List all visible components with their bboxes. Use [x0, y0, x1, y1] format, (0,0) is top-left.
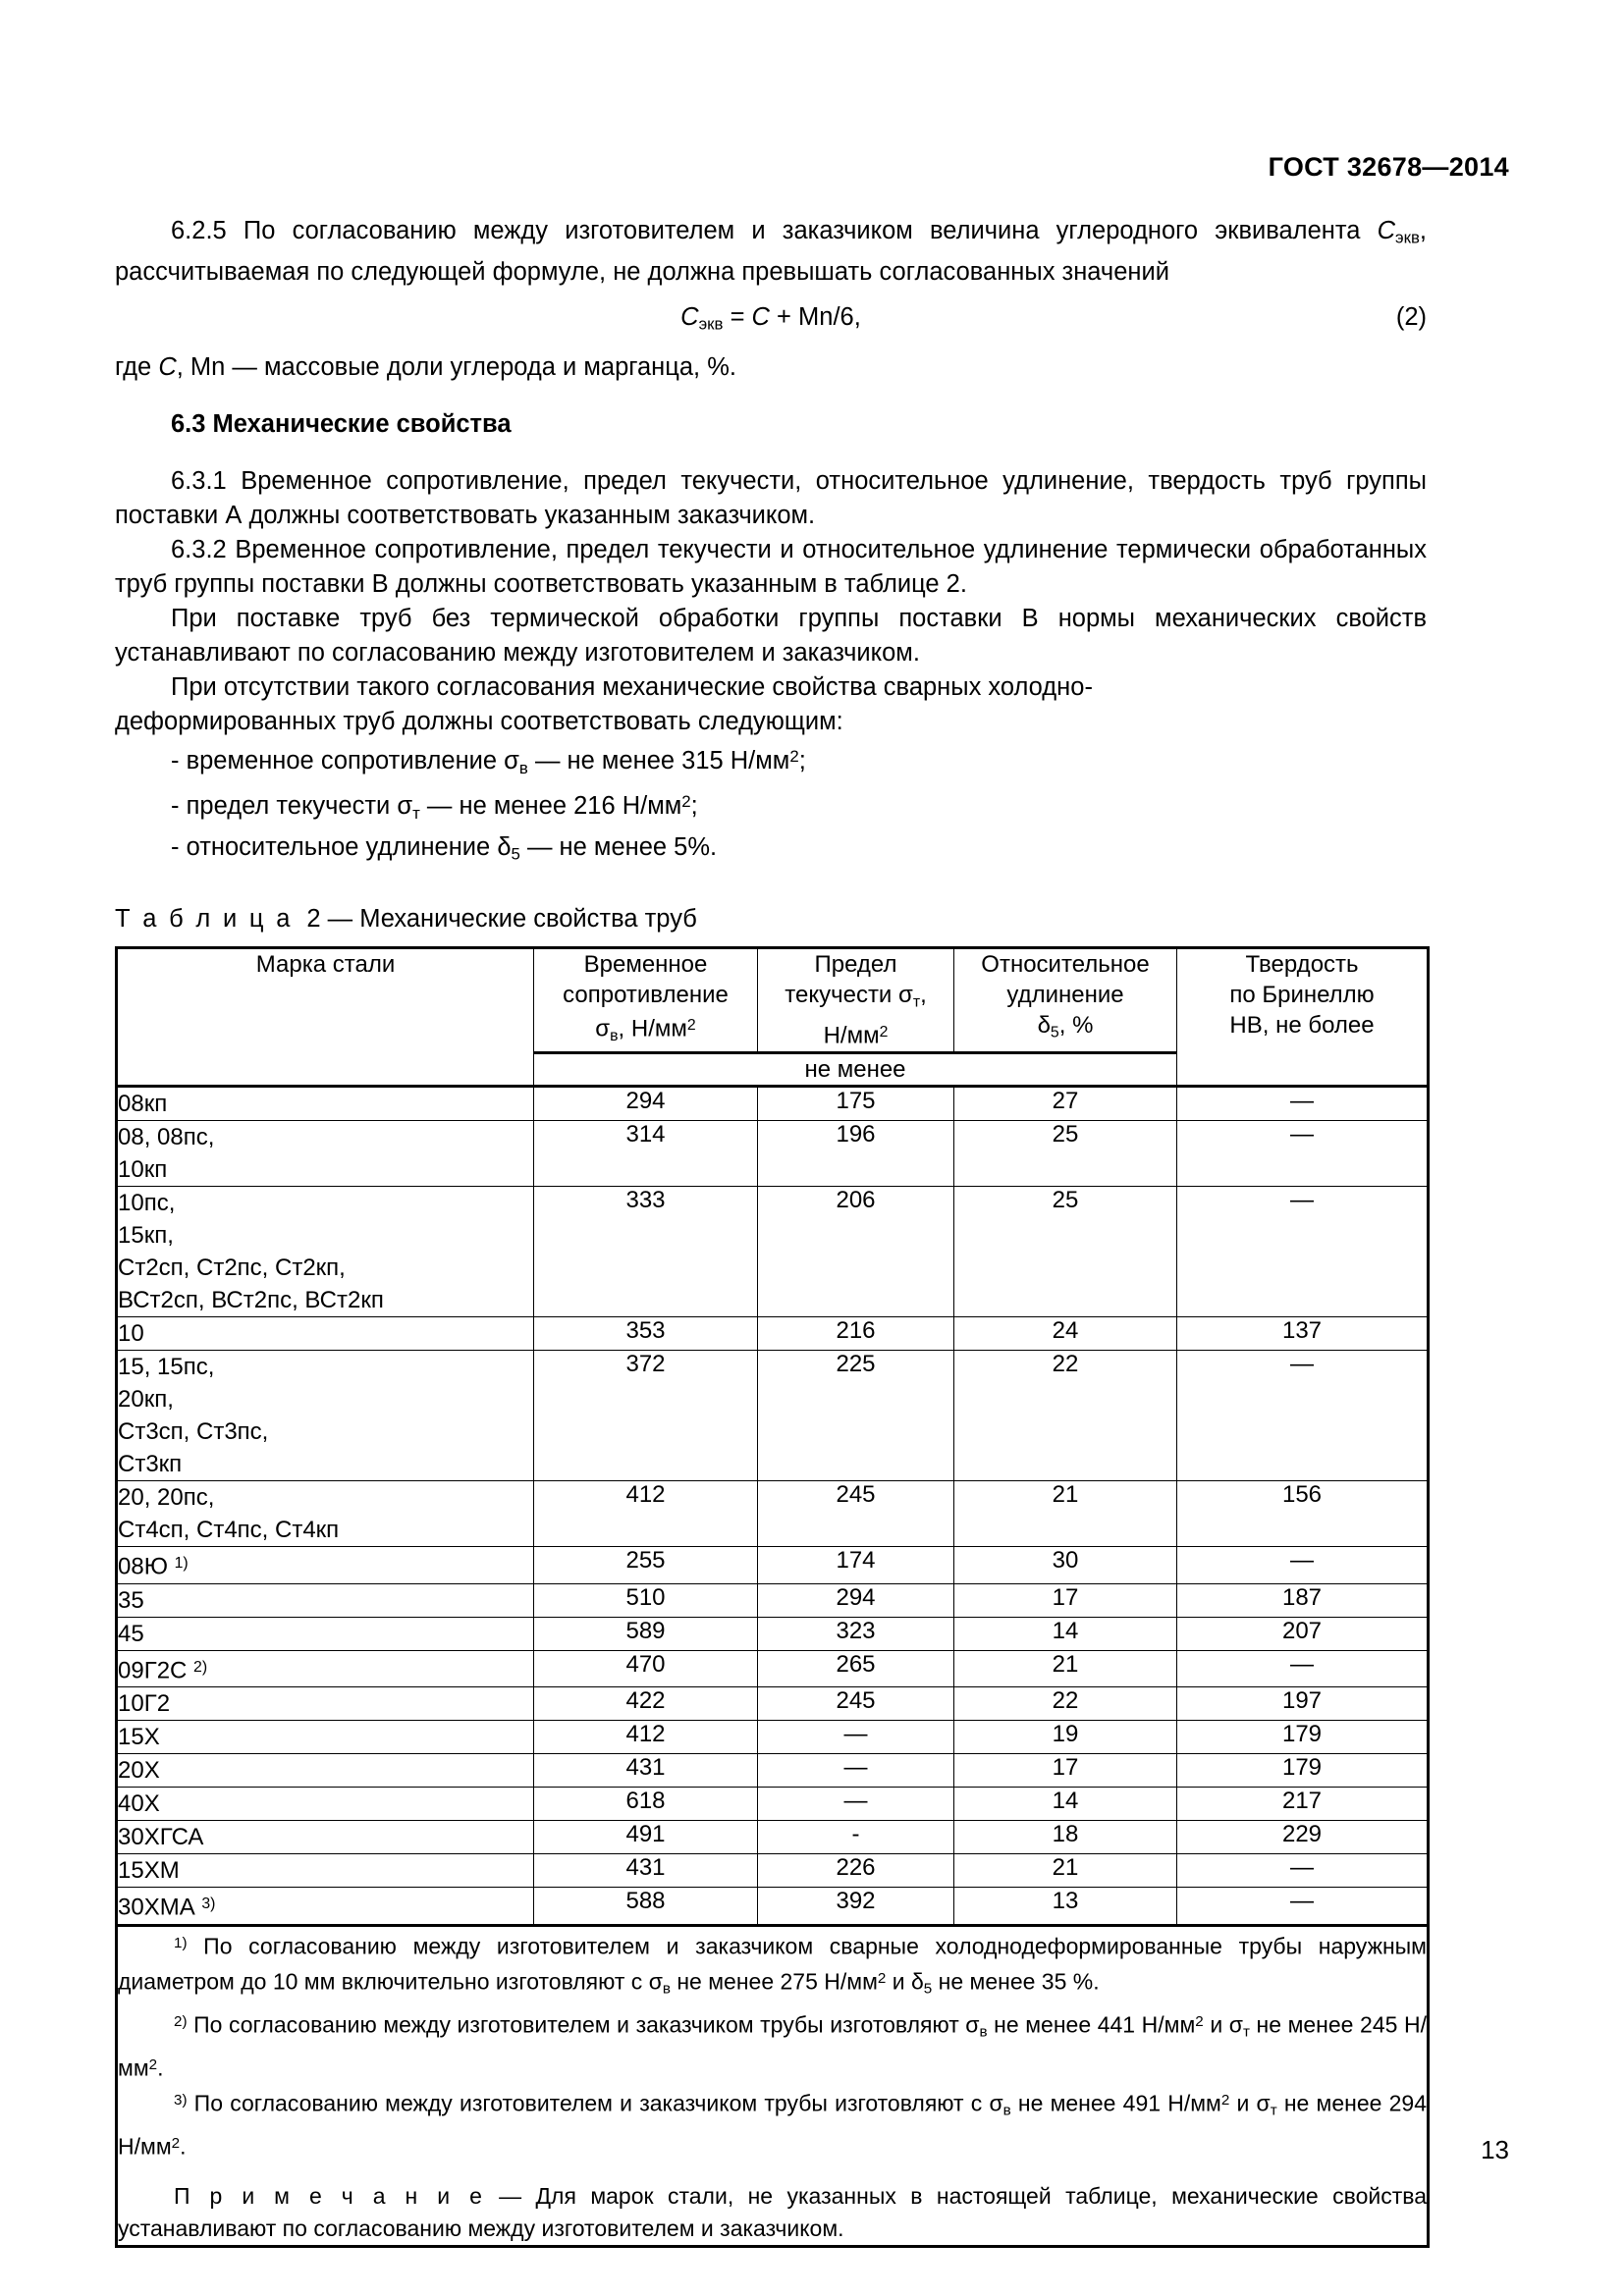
mechanical-properties-table	[115, 946, 1430, 2248]
cell-hardness: 207	[1177, 1617, 1429, 1650]
cell-elongation: 24	[954, 1317, 1177, 1351]
table-row	[117, 1754, 1429, 1788]
cell-elongation: 25	[954, 1121, 1177, 1187]
cell-steel-grade: 20, 20пс, Ст4сп, Ст4пс, Ст4кп	[117, 1481, 534, 1547]
cell-elongation: 25	[954, 1187, 1177, 1317]
table-row	[117, 1721, 1429, 1754]
cell-elongation: 30	[954, 1547, 1177, 1584]
page-number: 13	[1481, 2135, 1509, 2164]
header-subheader-not-less: не менее	[534, 1053, 1177, 1087]
footnote-ref-1: 1)	[174, 1555, 189, 1572]
formula-where-clause: где C, Mn — массовые доли углерода и марганца, %.	[115, 352, 736, 381]
cell-hardness: 229	[1177, 1821, 1429, 1854]
cell-elongation: 17	[954, 1583, 1177, 1617]
cell-yield-strength: —	[758, 1754, 954, 1788]
cell-hardness: —	[1177, 1121, 1429, 1187]
cell-yield-strength: 323	[758, 1617, 954, 1650]
header-steel-grade: Марка стали	[117, 947, 534, 1086]
cell-hardness: —	[1177, 1351, 1429, 1481]
cell-steel-grade: 30ХМА $^{3)}$	[117, 1888, 534, 1926]
cell-elongation: 27	[954, 1087, 1177, 1121]
page-header-standard-number: ГОСТ 32678—2014	[1268, 152, 1509, 182]
cell-steel-grade: 35	[117, 1583, 534, 1617]
cell-elongation: 19	[954, 1721, 1177, 1754]
cell-tensile-strength: 431	[534, 1754, 758, 1788]
footnote-marker-3: 3)	[174, 2091, 188, 2109]
paragraph-6-3-4: При отсутствии такого согласования механические свойства сварных холодно-	[171, 672, 1093, 701]
cell-yield-strength: 245	[758, 1687, 954, 1721]
cell-elongation: 18	[954, 1821, 1177, 1854]
table-caption	[115, 905, 1427, 934]
cell-tensile-strength: 255	[534, 1547, 758, 1584]
table-row	[117, 1821, 1429, 1854]
cell-steel-grade: 15Х	[117, 1721, 534, 1754]
table-row	[117, 1687, 1429, 1721]
cell-tensile-strength: 412	[534, 1721, 758, 1754]
cell-steel-grade: 15ХМ	[117, 1854, 534, 1888]
cell-hardness: —	[1177, 1187, 1429, 1317]
cell-yield-strength: 294	[758, 1583, 954, 1617]
table-note-text: Для марок стали, не указанных в настоящей таблице, механические свойства устанавливают по согласованию между изготовителем и заказчиком.	[118, 2182, 1428, 2241]
cell-elongation: 22	[954, 1687, 1177, 1721]
cell-elongation: 14	[954, 1788, 1177, 1821]
table-caption-number: 2	[306, 904, 321, 933]
table-caption-dash: —	[327, 904, 353, 933]
table-caption-title: Механические свойства труб	[359, 904, 697, 933]
section-heading-6-3: 6.3 Механические свойства	[171, 409, 512, 438]
cell-tensile-strength: 588	[534, 1888, 758, 1926]
paragraph-6-3-2: 6.3.2 Временное сопротивление, предел текучести и относительное удлинение термически обработанных труб группы поставки В должны соответствовать указанным в таблице 2.	[115, 535, 1427, 598]
cell-steel-grade: 10пс, 15кп, Ст2сп, Ст2пс, Ст2кп, ВСт2сп, ВСт2пс, ВСт2кп	[117, 1187, 534, 1317]
cell-hardness: —	[1177, 1854, 1429, 1888]
table-row	[117, 1087, 1429, 1121]
cell-steel-grade: 20Х	[117, 1754, 534, 1788]
bullet-tensile-strength: - временное сопротивление $\sigma_в$ — не менее 315 $Н/мм^2$;	[171, 746, 806, 777]
page-content	[115, 214, 1427, 2248]
cell-steel-grade: 30ХГСА	[117, 1821, 534, 1854]
cell-tensile-strength: 314	[534, 1121, 758, 1187]
table-row	[117, 1583, 1429, 1617]
footnote-ref-2: 2)	[193, 1658, 208, 1676]
table-footnotes-row	[117, 1925, 1429, 2246]
cell-steel-grade: 08, 08пс, 10кп	[117, 1121, 534, 1187]
cell-hardness: 179	[1177, 1754, 1429, 1788]
footnote-3: $^{3)}$ По согласованию между изготовителем и заказчиком трубы изготовляют с $\sigma_в$ не менее 491 $Н/мм^2$ и $\sigma_т$ не менее 294 $Н/мм^2$.	[118, 2090, 1427, 2159]
cell-hardness: 187	[1177, 1583, 1429, 1617]
table-row	[117, 1617, 1429, 1650]
paragraph-6-3-3: При поставке труб без термической обработки группы поставки В нормы механических свойств устанавливают по согласованию между изготовителем и заказчиком.	[115, 604, 1427, 667]
table-row	[117, 1317, 1429, 1351]
formula-number: (2)	[1395, 302, 1427, 331]
cell-tensile-strength: 431	[534, 1854, 758, 1888]
cell-hardness: —	[1177, 1087, 1429, 1121]
table-footnotes	[117, 1925, 1429, 2246]
cell-yield-strength: 226	[758, 1854, 954, 1888]
header-elongation: Относительное удлинение $\delta_5$, %	[954, 947, 1177, 1052]
cell-steel-grade: 45	[117, 1617, 534, 1650]
header-yield-strength: Предел текучести $\sigma_т$, $Н/мм^2$	[758, 947, 954, 1052]
cell-yield-strength: —	[758, 1788, 954, 1821]
cell-yield-strength: —	[758, 1721, 954, 1754]
footnote-2: $^{2)}$ По согласованию между изготовителем и заказчиком трубы изготовляют $\sigma_в$ не менее 441 $Н/мм^2$ и $\sigma_т$ не менее 245 $Н/мм^2$.	[118, 2011, 1428, 2080]
cell-hardness: —	[1177, 1650, 1429, 1687]
cell-tensile-strength: 372	[534, 1351, 758, 1481]
table-header-row-1	[117, 947, 1429, 1052]
cell-hardness: 179	[1177, 1721, 1429, 1754]
cell-yield-strength: 174	[758, 1547, 954, 1584]
cell-elongation: 14	[954, 1617, 1177, 1650]
cell-tensile-strength: 510	[534, 1583, 758, 1617]
table-row	[117, 1547, 1429, 1584]
cell-tensile-strength: 353	[534, 1317, 758, 1351]
cell-yield-strength: -	[758, 1821, 954, 1854]
cell-tensile-strength: 470	[534, 1650, 758, 1687]
cell-yield-strength: 216	[758, 1317, 954, 1351]
cell-hardness: 217	[1177, 1788, 1429, 1821]
cell-yield-strength: 265	[758, 1650, 954, 1687]
table-row	[117, 1351, 1429, 1481]
table-row	[117, 1788, 1429, 1821]
cell-yield-strength: 245	[758, 1481, 954, 1547]
table-note-label: П р и м е ч а н и е	[174, 2182, 485, 2209]
cell-tensile-strength: 589	[534, 1617, 758, 1650]
cell-steel-grade: 09Г2С $^{2)}$	[117, 1650, 534, 1687]
cell-yield-strength: 175	[758, 1087, 954, 1121]
cell-hardness: 137	[1177, 1317, 1429, 1351]
table-head	[117, 947, 1429, 1086]
cell-steel-grade: 15, 15пс, 20кп, Ст3сп, Ст3пс, Ст3кп	[117, 1351, 534, 1481]
cell-tensile-strength: 294	[534, 1087, 758, 1121]
table-row	[117, 1121, 1429, 1187]
formula-carbon-equivalent: $C_{экв} = C + Mn/6$,	[680, 302, 861, 334]
cell-steel-grade: 08Ю $^{1)}$	[117, 1547, 534, 1584]
header-tensile-strength: Временное сопротивление $\sigma_в$, $Н/мм^2$	[534, 947, 758, 1052]
cell-tensile-strength: 333	[534, 1187, 758, 1317]
cell-hardness: —	[1177, 1547, 1429, 1584]
cell-elongation: 22	[954, 1351, 1177, 1481]
cell-hardness: 197	[1177, 1687, 1429, 1721]
table-body	[117, 1087, 1429, 2247]
cell-hardness: 156	[1177, 1481, 1429, 1547]
header-brinell-hardness: Твердость по Бринеллю НВ, не более	[1177, 947, 1429, 1086]
cell-steel-grade: 10	[117, 1317, 534, 1351]
table-row	[117, 1650, 1429, 1687]
table-note-dash: —	[499, 2182, 522, 2209]
footnote-marker-1: 1)	[174, 1934, 188, 1951]
cell-elongation: 21	[954, 1481, 1177, 1547]
cell-hardness: —	[1177, 1888, 1429, 1926]
footnote-ref-3: 3)	[201, 1896, 216, 1913]
cell-tensile-strength: 412	[534, 1481, 758, 1547]
footnote-1: $^{1)}$ По согласованию между изготовителем и заказчиком сварные холоднодеформированные трубы наружным диаметром до 10 мм включительно изготовляют с $\sigma_в$ не менее 275 $Н/мм^2$ и $\delta_5$ не менее 35 %.	[118, 1933, 1427, 1998]
cell-yield-strength: 196	[758, 1121, 954, 1187]
cell-steel-grade: 10Г2	[117, 1687, 534, 1721]
cell-tensile-strength: 422	[534, 1687, 758, 1721]
cell-tensile-strength: 618	[534, 1788, 758, 1821]
table-row	[117, 1481, 1429, 1547]
cell-elongation: 21	[954, 1854, 1177, 1888]
cell-steel-grade: 40Х	[117, 1788, 534, 1821]
cell-steel-grade: 08кп	[117, 1087, 534, 1121]
footnote-marker-2: 2)	[174, 2012, 188, 2030]
paragraph-6-3-1: 6.3.1 Временное сопротивление, предел текучести, относительное удлинение, твердость труб группы поставки А должны соответствовать указанным заказчиком.	[115, 466, 1427, 529]
table-note	[118, 2180, 1427, 2245]
paragraph-6-3-4b: деформированных труб должны соответствовать следующим:	[115, 707, 843, 735]
cell-yield-strength: 206	[758, 1187, 954, 1317]
table-row	[117, 1854, 1429, 1888]
cell-elongation: 21	[954, 1650, 1177, 1687]
table-row	[117, 1187, 1429, 1317]
table-caption-label: Т а б л и ц а	[115, 904, 294, 933]
bullet-yield-strength: - предел текучести $\sigma_т$ — не менее 216 $Н/мм^2$;	[171, 792, 698, 824]
bullet-elongation: - относительное удлинение $\delta_5$ — не менее 5%.	[171, 833, 718, 864]
cell-elongation: 17	[954, 1754, 1177, 1788]
formula-row-2	[115, 303, 1427, 339]
cell-yield-strength: 392	[758, 1888, 954, 1926]
table-row	[117, 1888, 1429, 1926]
cell-yield-strength: 225	[758, 1351, 954, 1481]
cell-elongation: 13	[954, 1888, 1177, 1926]
paragraph-6-2-5: 6.2.5 По согласованию между изготовителем и заказчиком величина углеродного эквивалента $C_{экв}$, рассчитываемая по следующей формуле, не должна превышать согласованных значений	[115, 217, 1427, 286]
cell-tensile-strength: 491	[534, 1821, 758, 1854]
